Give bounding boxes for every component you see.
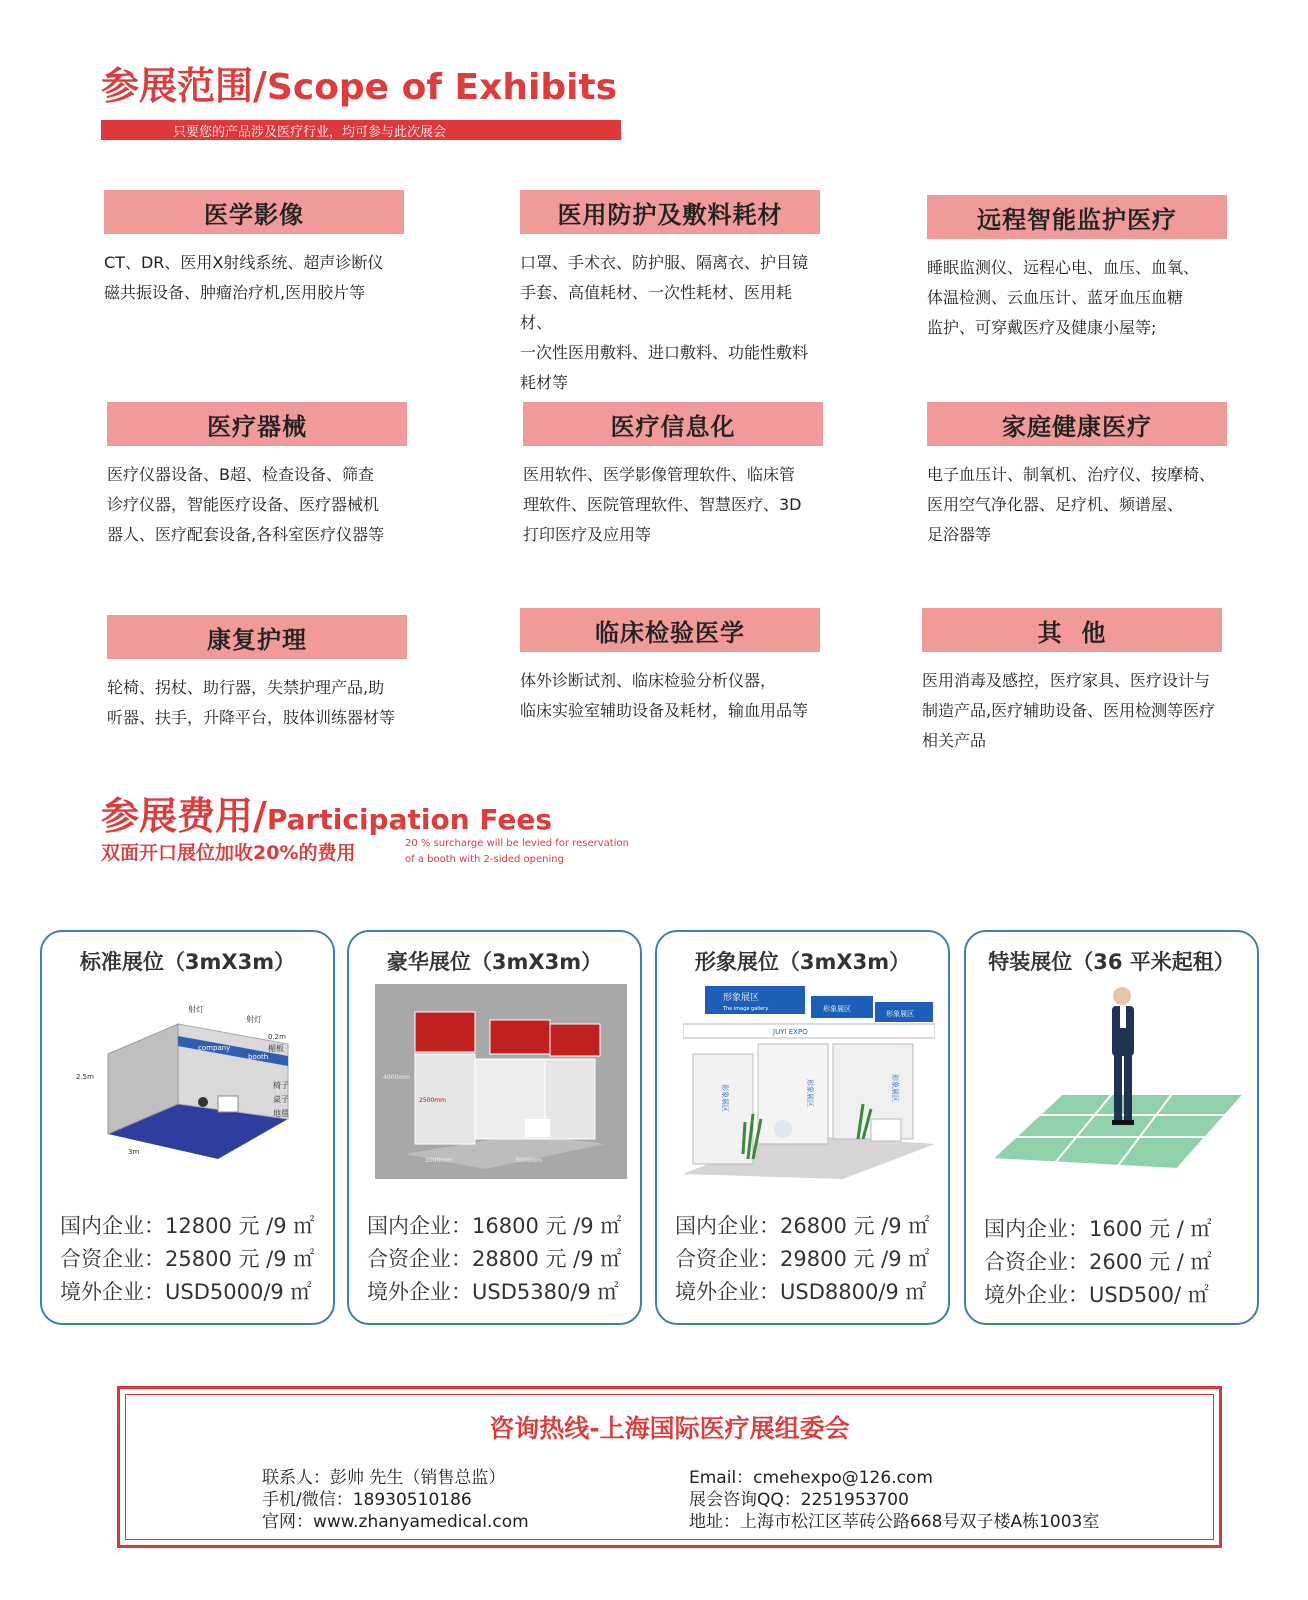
sign-text-1-en: The image gallery xyxy=(723,1006,769,1012)
booth-card-special xyxy=(964,930,1259,1325)
label-fascia: 楣板 xyxy=(268,1044,284,1053)
category-line: 磁共振设备、肿瘤治疗机,医用胶片等 xyxy=(104,283,366,302)
contact-email[interactable]: Email：cmehexpo@126.com xyxy=(689,1468,933,1488)
price-domestic: 国内企业：26800 元 /9 ㎡ xyxy=(675,1214,930,1238)
category-line: 手套、高值耗材、一次性耗材、医用耗材、 xyxy=(520,283,793,332)
label-wall-height: 2.5m xyxy=(76,1073,94,1081)
category-line: 打印医疗及应用等 xyxy=(523,525,652,544)
contact-phone[interactable]: 手机/微信：18930510186 xyxy=(262,1490,472,1510)
category-line: 理软件、医院管理软件、智慧医疗、3D xyxy=(523,495,802,514)
contact-left-column xyxy=(262,1467,529,1533)
booth-card-image xyxy=(655,930,950,1325)
surcharge-line: 20 % surcharge will be levied for reservation xyxy=(405,838,629,849)
side-panel-1: 形象展区 xyxy=(721,1084,729,1112)
category-line: CT、DR、医用X射线系统、超声诊断仪 xyxy=(104,253,384,272)
category-line: 睡眠监测仪、远程心电、血压、血氧、 xyxy=(927,258,1200,277)
label-carpet: 地毯 xyxy=(273,1109,289,1118)
category-protection-consumables xyxy=(520,190,820,398)
contact-box-inner xyxy=(125,1394,1214,1540)
fascia-booth: booth xyxy=(248,1053,269,1061)
category-description xyxy=(520,248,820,398)
scope-title-cn: 参展范围/ xyxy=(101,64,267,108)
price-overseas: 境外企业：USD5000/9 ㎡ xyxy=(60,1280,312,1304)
category-rehab-care xyxy=(107,615,407,733)
booth-title: 特装展位（36 平米起租） xyxy=(988,950,1235,974)
category-medical-imaging xyxy=(104,190,404,308)
category-description xyxy=(104,248,404,308)
label-width: 3m xyxy=(128,1148,140,1156)
label-lamp-2: 射灯 xyxy=(246,1015,262,1024)
contact-title: 咨询热线-上海国际医疗展组委会 xyxy=(489,1414,850,1443)
category-description xyxy=(927,253,1227,343)
category-line: 器人、医疗配套设备,各科室医疗仪器等 xyxy=(107,525,385,544)
category-description xyxy=(523,460,823,550)
category-title: 医疗器械 xyxy=(107,402,407,446)
scope-title-en: Scope of Exhibits xyxy=(266,67,618,108)
scope-title xyxy=(101,55,617,110)
price-joint-venture: 合资企业：28800 元 /9 ㎡ xyxy=(367,1247,622,1271)
label-dim-w1: 3000mm xyxy=(425,1157,452,1164)
category-line: 一次性医用敷料、进口敷料、功能性敷料 xyxy=(520,343,809,362)
fees-title-cn: 参展费用/ xyxy=(101,794,267,838)
image-booth-illustration xyxy=(683,984,935,1179)
category-description xyxy=(927,460,1227,550)
category-line: 轮椅、拐杖、助行器，失禁护理产品,助 xyxy=(107,678,385,697)
booth-title: 标准展位（3mX3m） xyxy=(79,950,296,974)
category-line: 医用软件、医学影像管理软件、临床管 xyxy=(523,465,796,484)
category-others xyxy=(922,608,1222,756)
sign-text-1: 形象展区 xyxy=(723,993,760,1003)
side-panel-2: 形象展区 xyxy=(806,1079,814,1107)
category-line: 电子血压计、制氧机、治疗仪、按摩椅、 xyxy=(927,465,1216,484)
category-line: 监护、可穿戴医疗及健康小屋等; xyxy=(927,318,1157,337)
category-medical-it xyxy=(523,402,823,550)
label-dim-h1: 4000mm xyxy=(383,1074,410,1081)
label-chair: 椅子 xyxy=(273,1081,289,1090)
category-remote-monitoring xyxy=(927,195,1227,343)
category-title: 临床检验医学 xyxy=(520,608,820,652)
category-title: 家庭健康医疗 xyxy=(927,402,1227,446)
category-description xyxy=(922,666,1222,756)
category-title: 医用防护及敷料耗材 xyxy=(520,190,820,234)
label-lamp-1: 射灯 xyxy=(188,1005,204,1014)
fascia-company: company xyxy=(198,1044,231,1052)
booth-card-standard xyxy=(40,930,335,1325)
booth-title: 形象展位（3mX3m） xyxy=(694,950,911,974)
standard-booth-illustration xyxy=(68,984,320,1179)
price-domestic: 国内企业：12800 元 /9 ㎡ xyxy=(60,1214,315,1238)
category-description xyxy=(520,666,820,726)
sign-text-2: 形象展区 xyxy=(823,1005,851,1013)
label-height: 0.2m xyxy=(268,1033,286,1041)
contact-person: 联系人：彭帅 先生（销售总监） xyxy=(262,1468,506,1488)
category-description xyxy=(107,673,407,733)
price-overseas: 境外企业：USD8800/9 ㎡ xyxy=(675,1280,927,1304)
label-dim-w2: 3000mm xyxy=(515,1157,542,1164)
booth-card-luxury xyxy=(347,930,642,1325)
category-title: 医疗信息化 xyxy=(523,402,823,446)
scope-subtitle: 只要您的产品涉及医疗行业，均可参与此次展会 xyxy=(173,125,447,140)
category-title: 医学影像 xyxy=(104,190,404,234)
contact-box xyxy=(117,1386,1222,1548)
category-title: 远程智能监护医疗 xyxy=(927,195,1227,239)
category-line: 听器、扶手，升降平台，肢体训练器材等 xyxy=(107,708,396,727)
price-joint-venture: 合资企业：2600 元 / ㎡ xyxy=(984,1250,1212,1274)
price-joint-venture: 合资企业：29800 元 /9 ㎡ xyxy=(675,1247,930,1271)
price-overseas: 境外企业：USD5380/9 ㎡ xyxy=(367,1280,619,1304)
category-line: 临床实验室辅助设备及耗材，输血用品等 xyxy=(520,701,809,720)
category-line: 口罩、手术衣、防护服、隔离衣、护目镜 xyxy=(520,253,809,272)
category-description xyxy=(107,460,407,550)
booth-title: 豪华展位（3mX3m） xyxy=(386,950,603,974)
contact-right-column xyxy=(689,1467,1099,1533)
category-line: 相关产品 xyxy=(922,731,987,750)
price-joint-venture: 合资企业：25800 元 /9 ㎡ xyxy=(60,1247,315,1271)
price-domestic: 国内企业：16800 元 /9 ㎡ xyxy=(367,1214,622,1238)
category-line: 医疗仪器设备、B超、检查设备、筛查 xyxy=(107,465,374,484)
contact-website[interactable]: 官网：www.zhanyamedical.com xyxy=(262,1512,529,1532)
category-line: 诊疗仪器，智能医疗设备、医疗器械机 xyxy=(107,495,380,514)
brand-label: JUYI EXPO xyxy=(773,1028,808,1036)
special-booth-illustration xyxy=(992,984,1244,1179)
fees-title-en: Participation Fees xyxy=(266,803,553,836)
luxury-booth-illustration xyxy=(375,984,627,1179)
category-clinical-lab xyxy=(520,608,820,726)
fees-title xyxy=(101,785,552,840)
category-line: 制造产品,医疗辅助设备、医用检测等医疗 xyxy=(922,701,1216,720)
category-line: 体外诊断试剂、临床检验分析仪器， xyxy=(520,671,777,690)
category-title: 康复护理 xyxy=(107,615,407,659)
scope-subtitle-bar xyxy=(101,120,621,140)
side-panel-3: 形象展区 xyxy=(891,1074,899,1102)
price-domestic: 国内企业：1600 元 / ㎡ xyxy=(984,1217,1212,1241)
sign-text-3: 形象展区 xyxy=(886,1010,914,1018)
surcharge-line: of a booth with 2-sided opening xyxy=(405,854,564,865)
category-line: 体温检测、云血压计、蓝牙血压血糖 xyxy=(927,288,1184,307)
category-title: 其 他 xyxy=(922,608,1222,652)
category-line: 医用空气净化器、足疗机、频谱屋、 xyxy=(927,495,1184,514)
label-table: 桌子 xyxy=(273,1095,289,1104)
category-line: 耗材等 xyxy=(520,373,569,392)
category-home-health xyxy=(927,402,1227,550)
contact-qq: 展会咨询QQ：2251953700 xyxy=(689,1490,909,1510)
surcharge-note: 双面开口展位加收20%的费用 xyxy=(101,842,356,864)
contact-address: 地址：上海市松江区莘砖公路668号双子楼A栋1003室 xyxy=(689,1512,1100,1532)
surcharge-note-en xyxy=(405,836,629,868)
price-overseas: 境外企业：USD500/ ㎡ xyxy=(984,1283,1209,1307)
category-medical-devices xyxy=(107,402,407,550)
category-line: 足浴器等 xyxy=(927,525,992,544)
category-line: 医用消毒及感控，医疗家具、医疗设计与 xyxy=(922,671,1211,690)
label-dim-h2: 2500mm xyxy=(419,1097,446,1104)
